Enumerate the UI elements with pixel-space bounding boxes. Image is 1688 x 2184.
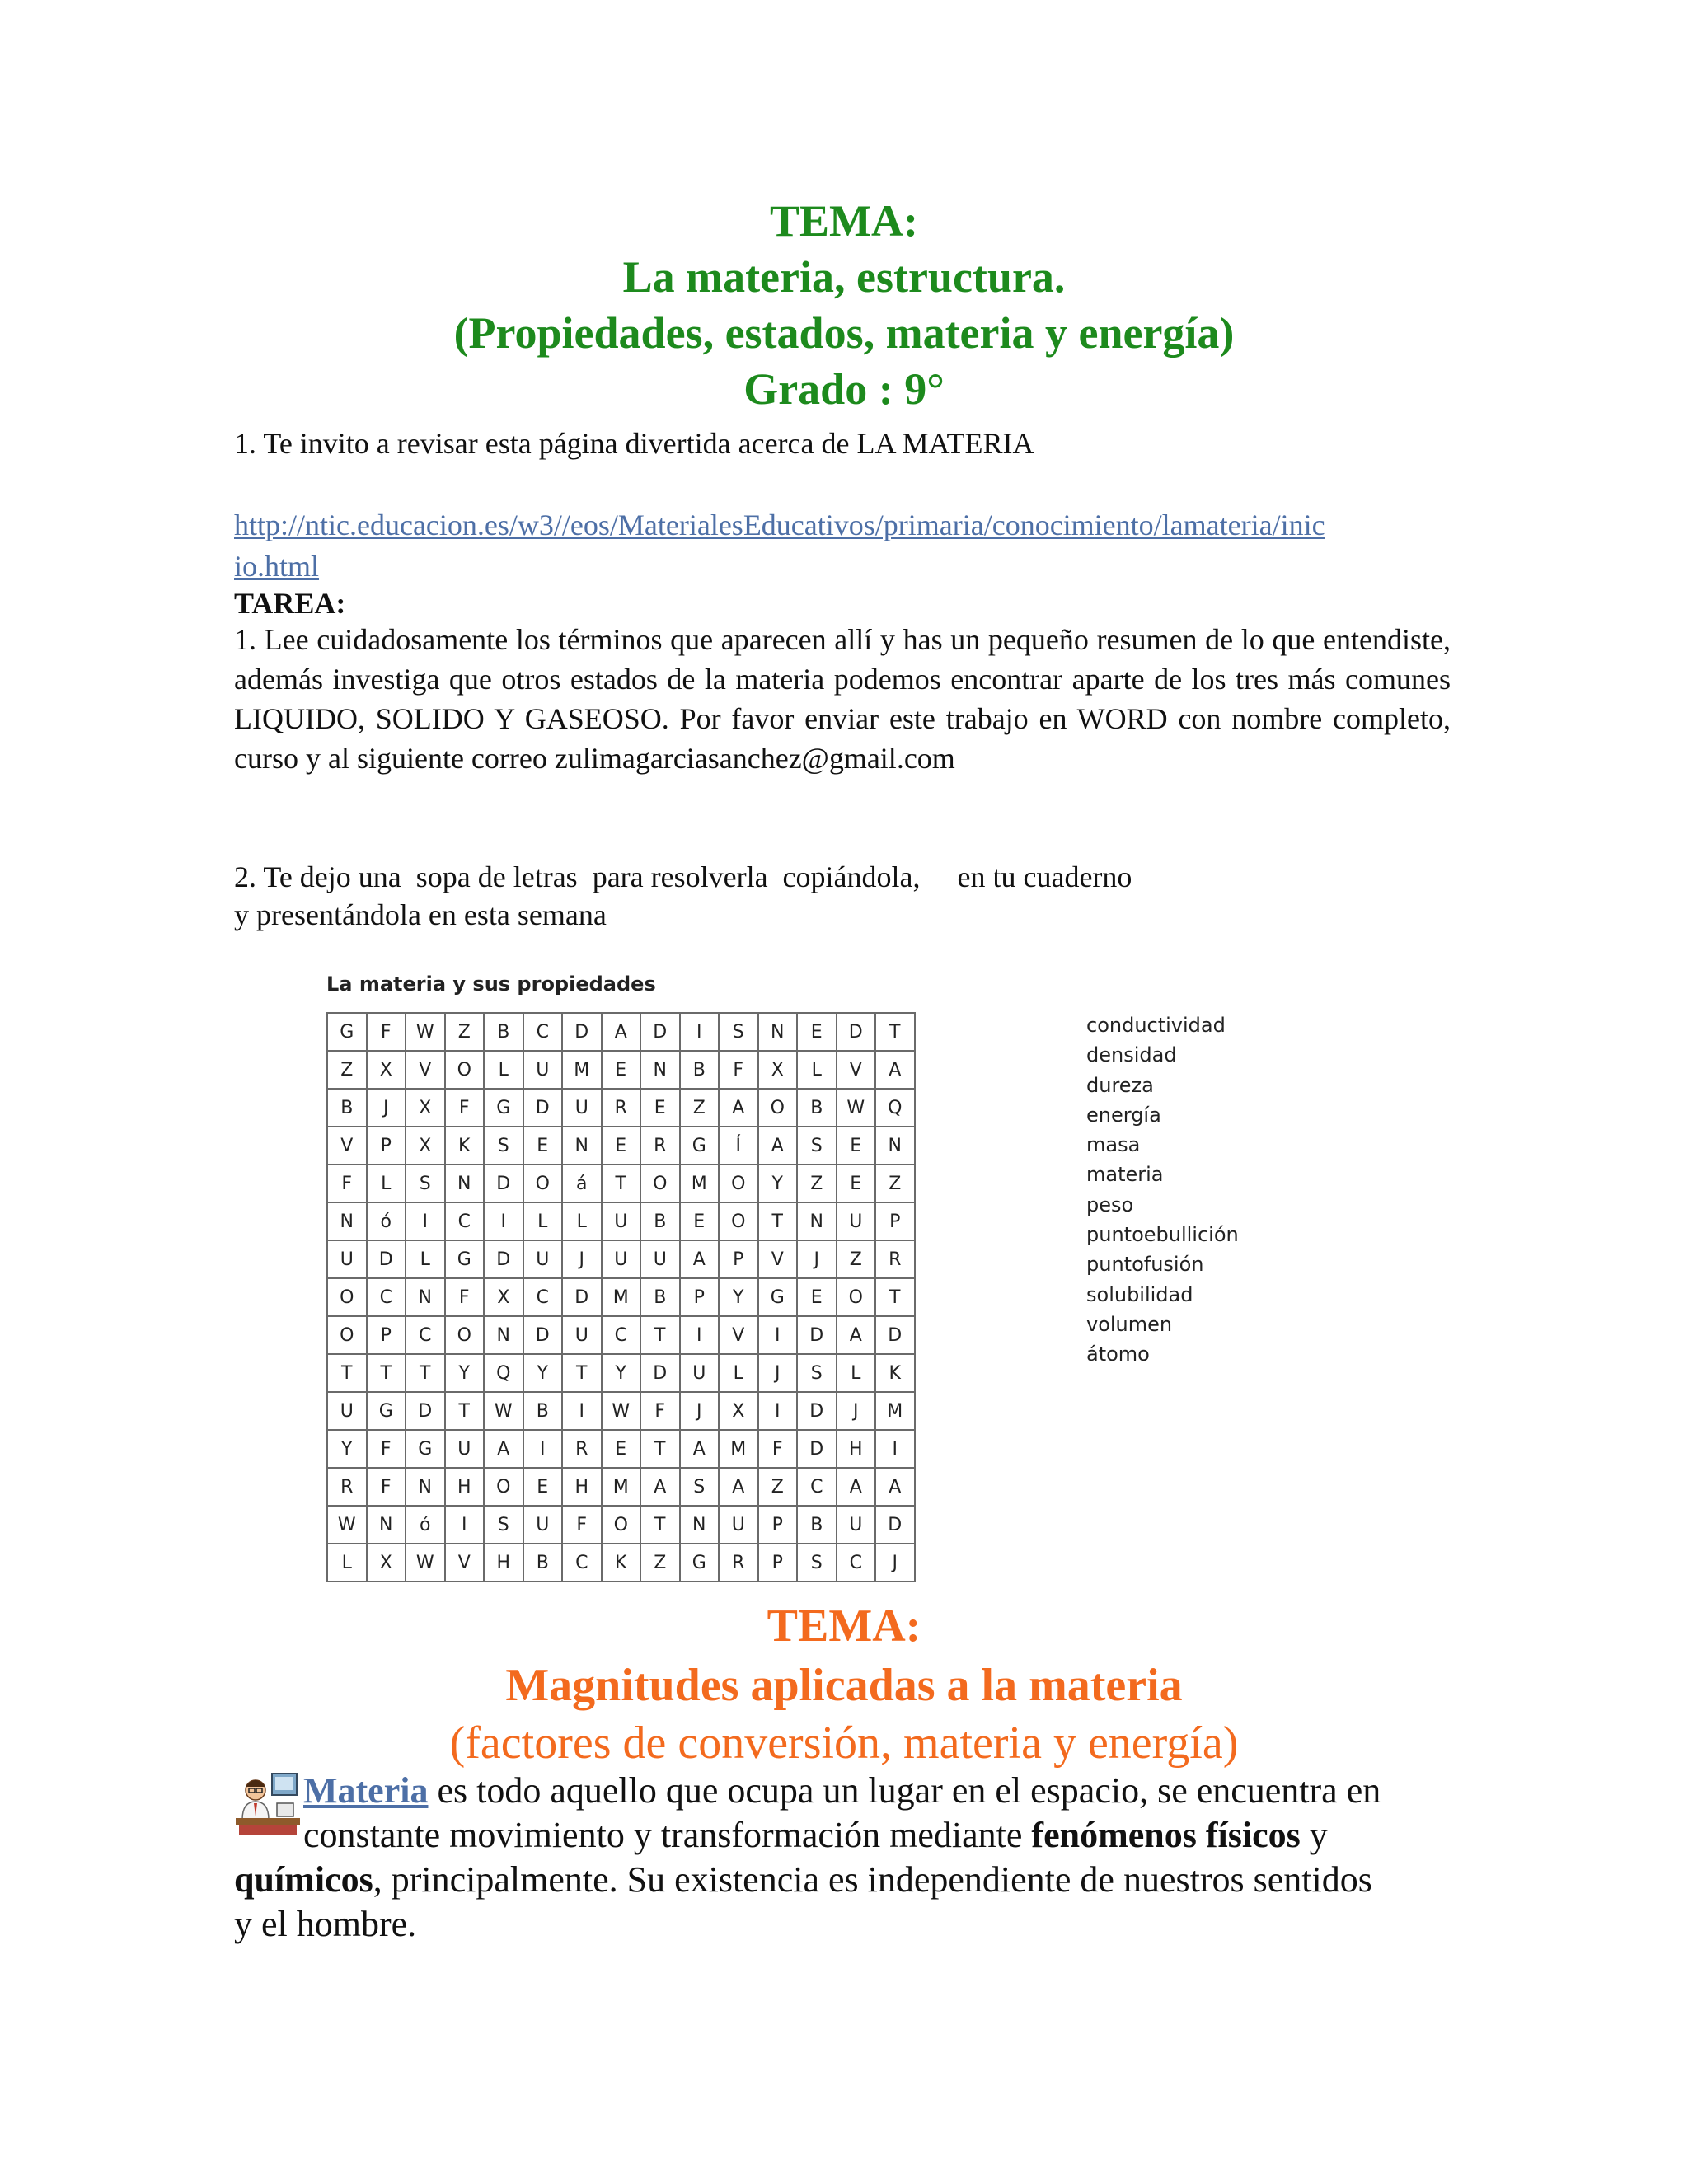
word-search-cell: L — [327, 1544, 367, 1582]
word-search-cell: Z — [758, 1468, 798, 1506]
word-search-cell: P — [367, 1127, 406, 1165]
word-search-cell: N — [327, 1202, 367, 1240]
word-search-cell: U — [523, 1506, 563, 1544]
word-search-cell: Z — [797, 1165, 837, 1202]
word-search-word-list — [1086, 1010, 1239, 1370]
word-search-cell: S — [719, 1013, 758, 1051]
word-search-cell: Í — [719, 1127, 758, 1165]
word-search-cell: I — [484, 1202, 523, 1240]
word-search-cell: U — [523, 1240, 563, 1278]
word-search-cell: J — [680, 1392, 720, 1430]
word-search-cell: I — [758, 1316, 798, 1354]
word-search-cell: F — [719, 1051, 758, 1089]
word-search-cell: T — [327, 1354, 367, 1392]
word-search-cell: E — [797, 1278, 837, 1316]
word-search-cell: C — [367, 1278, 406, 1316]
word-search-row — [327, 1354, 915, 1392]
word-search-cell: K — [602, 1544, 641, 1582]
word-search-word: peso — [1086, 1193, 1134, 1216]
word-search-cell: M — [602, 1278, 641, 1316]
word-search-row — [327, 1544, 915, 1582]
word-search-cell: M — [562, 1051, 602, 1089]
word-search-row — [327, 1051, 915, 1089]
word-search-cell: X — [719, 1392, 758, 1430]
word-search-cell: O — [445, 1051, 485, 1089]
word-search-cell: E — [680, 1202, 720, 1240]
word-search-cell: A — [875, 1468, 915, 1506]
word-search-cell: N — [445, 1165, 485, 1202]
word-search-cell: W — [837, 1089, 876, 1127]
word-search-cell: S — [797, 1127, 837, 1165]
word-search-cell: Y — [523, 1354, 563, 1392]
definition-bold-fisicos: fenómenos físicos — [1031, 1815, 1301, 1855]
word-search-grid — [326, 1012, 916, 1582]
word-search-cell: T — [640, 1316, 680, 1354]
word-search-cell: S — [680, 1468, 720, 1506]
word-search-cell: K — [445, 1127, 485, 1165]
word-search-cell: W — [602, 1392, 641, 1430]
word-search-cell: A — [758, 1127, 798, 1165]
word-search-cell: R — [875, 1240, 915, 1278]
word-search-cell: F — [758, 1430, 798, 1468]
word-search-cell: J — [758, 1354, 798, 1392]
word-search-cell: L — [484, 1051, 523, 1089]
word-search-cell: W — [484, 1392, 523, 1430]
word-search-cell: U — [602, 1240, 641, 1278]
word-search-cell: U — [602, 1202, 641, 1240]
word-search-cell: T — [640, 1506, 680, 1544]
word-search-cell: S — [797, 1354, 837, 1392]
word-search-cell: D — [797, 1430, 837, 1468]
word-search-cell: S — [406, 1165, 445, 1202]
word-search-cell: Y — [719, 1278, 758, 1316]
word-search-row — [327, 1430, 915, 1468]
word-search-cell: O — [758, 1089, 798, 1127]
word-search-cell: S — [484, 1506, 523, 1544]
word-search-cell: E — [602, 1127, 641, 1165]
word-search-cell: B — [523, 1392, 563, 1430]
word-search-cell: A — [640, 1468, 680, 1506]
word-search-cell: ó — [367, 1202, 406, 1240]
word-search-cell: R — [562, 1430, 602, 1468]
word-search-cell: P — [719, 1240, 758, 1278]
word-search-cell: R — [327, 1468, 367, 1506]
word-search-cell: P — [680, 1278, 720, 1316]
word-search-cell: H — [562, 1468, 602, 1506]
resource-link-line-2[interactable]: io.html — [234, 550, 320, 583]
word-search-cell: Q — [484, 1354, 523, 1392]
word-search-cell: I — [406, 1202, 445, 1240]
word-search-cell: O — [837, 1278, 876, 1316]
word-search-word: puntoebullición — [1086, 1223, 1239, 1247]
word-search-cell: U — [327, 1392, 367, 1430]
heading-title-1: La materia, estructura. — [622, 252, 1066, 302]
word-search-cell: M — [719, 1430, 758, 1468]
word-search-row — [327, 1202, 915, 1240]
word-search-cell: Z — [875, 1165, 915, 1202]
word-search-cell: O — [719, 1165, 758, 1202]
tarea-label: TAREA: — [234, 587, 346, 620]
definition-part-1: es todo aquello que ocupa un lugar en el espacio, se encuentra en — [428, 1770, 1381, 1811]
word-search-cell: B — [680, 1051, 720, 1089]
word-search-cell: L — [523, 1202, 563, 1240]
word-search-cell: Z — [445, 1013, 485, 1051]
word-search-cell: D — [875, 1316, 915, 1354]
word-search-cell: Y — [327, 1430, 367, 1468]
word-search-cell: M — [875, 1392, 915, 1430]
word-search-cell: D — [367, 1240, 406, 1278]
definition-bold-quimicos: químicos — [234, 1859, 373, 1900]
word-search-cell: G — [327, 1013, 367, 1051]
word-search-cell: A — [719, 1089, 758, 1127]
word-search-word: puntofusión — [1086, 1253, 1204, 1277]
heading-grado: Grado : 9° — [743, 364, 945, 414]
word-search-cell: Q — [875, 1089, 915, 1127]
word-search-cell: X — [758, 1051, 798, 1089]
item-2-line-1: 2. Te dejo una sopa de letras para resolverla copiándola, en tu cuaderno — [234, 860, 1132, 893]
word-search-cell: D — [837, 1013, 876, 1051]
word-search-cell: T — [602, 1165, 641, 1202]
word-search-cell: R — [719, 1544, 758, 1582]
word-search-cell: L — [367, 1165, 406, 1202]
word-search-word: masa — [1086, 1133, 1141, 1157]
word-search-row — [327, 1316, 915, 1354]
word-search-cell: U — [837, 1506, 876, 1544]
word-search-cell: D — [406, 1392, 445, 1430]
word-search-cell: á — [562, 1165, 602, 1202]
word-search-cell: O — [484, 1468, 523, 1506]
word-search-cell: C — [602, 1316, 641, 1354]
word-search-cell: W — [406, 1013, 445, 1051]
word-search-word: átomo — [1086, 1343, 1150, 1366]
word-search-cell: L — [406, 1240, 445, 1278]
word-search-cell: B — [797, 1506, 837, 1544]
word-search-cell: Z — [327, 1051, 367, 1089]
word-search-cell: U — [562, 1316, 602, 1354]
word-search-cell: W — [406, 1544, 445, 1582]
word-search-cell: D — [875, 1506, 915, 1544]
materia-link[interactable]: Materia — [303, 1770, 429, 1811]
word-search-row — [327, 1127, 915, 1165]
word-search-cell: ó — [406, 1506, 445, 1544]
word-search-cell: N — [875, 1127, 915, 1165]
word-search-cell: L — [562, 1202, 602, 1240]
word-search-cell: C — [523, 1278, 563, 1316]
word-search-cell: F — [562, 1506, 602, 1544]
word-search-cell: B — [640, 1278, 680, 1316]
word-search-cell: D — [523, 1089, 563, 1127]
word-search-cell: T — [758, 1202, 798, 1240]
word-search-cell: X — [484, 1278, 523, 1316]
word-search-cell: B — [484, 1013, 523, 1051]
word-search-cell: Y — [602, 1354, 641, 1392]
word-search-cell: C — [406, 1316, 445, 1354]
word-search-cell: D — [523, 1316, 563, 1354]
word-search-cell: T — [445, 1392, 485, 1430]
word-search-cell: N — [484, 1316, 523, 1354]
word-search-cell: T — [875, 1013, 915, 1051]
word-search-cell: E — [602, 1430, 641, 1468]
word-search-cell: O — [719, 1202, 758, 1240]
word-search-cell: N — [758, 1013, 798, 1051]
definition-part-5: y el hombre. — [234, 1904, 417, 1944]
word-search-cell: F — [445, 1089, 485, 1127]
word-search-cell: V — [719, 1316, 758, 1354]
resource-link[interactable] — [234, 504, 1451, 587]
word-search-cell: D — [640, 1013, 680, 1051]
heading-tema-2: TEMA: — [767, 1601, 921, 1652]
word-search-cell: T — [562, 1354, 602, 1392]
word-search-cell: V — [327, 1127, 367, 1165]
word-search-cell: F — [367, 1013, 406, 1051]
word-search-cell: T — [406, 1354, 445, 1392]
materia-definition — [234, 1769, 1451, 1947]
word-search-cell: M — [602, 1468, 641, 1506]
word-search-row — [327, 1089, 915, 1127]
word-search-cell: N — [562, 1127, 602, 1165]
word-search-word: densidad — [1086, 1043, 1177, 1067]
word-search-cell: A — [680, 1240, 720, 1278]
word-search-cell: J — [367, 1089, 406, 1127]
word-search-cell: K — [875, 1354, 915, 1392]
word-search-cell: D — [640, 1354, 680, 1392]
item-2-line-2: y presentándola en esta semana — [234, 898, 607, 931]
word-search-row — [327, 1392, 915, 1430]
word-search-cell: I — [680, 1316, 720, 1354]
word-search-row — [327, 1506, 915, 1544]
word-search-cell: P — [758, 1544, 798, 1582]
heading-title-2: Magnitudes aplicadas a la materia — [505, 1660, 1183, 1711]
word-search-cell: J — [837, 1392, 876, 1430]
word-search-cell: D — [797, 1316, 837, 1354]
word-search-cell: R — [602, 1089, 641, 1127]
word-search-cell: B — [797, 1089, 837, 1127]
word-search-cell: T — [640, 1430, 680, 1468]
word-search-cell: F — [367, 1468, 406, 1506]
word-search-word: conductividad — [1086, 1014, 1226, 1037]
word-search-cell: U — [445, 1430, 485, 1468]
word-search-cell: E — [640, 1089, 680, 1127]
word-search-cell: I — [445, 1506, 485, 1544]
word-search-cell: F — [327, 1165, 367, 1202]
word-search-cell: O — [327, 1278, 367, 1316]
word-search-cell: U — [562, 1089, 602, 1127]
word-search-word: energía — [1086, 1103, 1161, 1127]
word-search-cell: J — [562, 1240, 602, 1278]
word-search-cell: G — [680, 1544, 720, 1582]
word-search-cell: H — [484, 1544, 523, 1582]
word-search-row — [327, 1013, 915, 1051]
word-search-cell: E — [837, 1127, 876, 1165]
word-search-cell: C — [445, 1202, 485, 1240]
word-search-cell: A — [875, 1051, 915, 1089]
word-search-cell: D — [797, 1392, 837, 1430]
word-search-cell: E — [523, 1468, 563, 1506]
word-search-title: La materia y sus propiedades — [326, 972, 656, 996]
word-search-cell: X — [367, 1544, 406, 1582]
word-search-cell: D — [484, 1165, 523, 1202]
tarea-paragraph: 1. Lee cuidadosamente los términos que aparecen allí y has un pequeño resumen de lo que entendiste, además investiga que otros estados de la materia podemos encontrar aparte de los tres más comunes LIQUIDO, SOLIDO Y GASEOSO. Por favor enviar este trabajo en WORD con nombre completo, curso y al siguiente correo zulimagarciasanchez@gmail.com — [234, 623, 1451, 775]
word-search-cell: Y — [445, 1354, 485, 1392]
word-search-cell: O — [327, 1316, 367, 1354]
word-search-cell: S — [484, 1127, 523, 1165]
word-search-cell: C — [797, 1468, 837, 1506]
word-search-cell: R — [640, 1127, 680, 1165]
word-search-cell: A — [837, 1316, 876, 1354]
word-search-cell: P — [875, 1202, 915, 1240]
word-search-cell: U — [523, 1051, 563, 1089]
word-search-cell: I — [680, 1013, 720, 1051]
word-search-cell: A — [484, 1430, 523, 1468]
word-search-cell: H — [837, 1430, 876, 1468]
word-search-cell: J — [875, 1544, 915, 1582]
word-search-cell: T — [875, 1278, 915, 1316]
word-search-cell: V — [406, 1051, 445, 1089]
word-search-cell: U — [680, 1354, 720, 1392]
definition-part-2: constante movimiento y transformación mediante — [303, 1815, 1032, 1855]
word-search-cell: A — [680, 1430, 720, 1468]
word-search-cell: U — [719, 1506, 758, 1544]
word-search-cell: N — [367, 1506, 406, 1544]
word-search-cell: C — [837, 1544, 876, 1582]
word-search-cell: U — [327, 1240, 367, 1278]
word-search-cell: A — [602, 1013, 641, 1051]
word-search-cell: Z — [640, 1544, 680, 1582]
word-search-cell: J — [797, 1240, 837, 1278]
word-search-cell: G — [445, 1240, 485, 1278]
word-search-row — [327, 1165, 915, 1202]
word-search-cell: S — [797, 1544, 837, 1582]
word-search-cell: O — [523, 1165, 563, 1202]
word-search-cell: F — [445, 1278, 485, 1316]
word-search-cell: V — [758, 1240, 798, 1278]
word-search-cell: I — [523, 1430, 563, 1468]
word-search-cell: D — [562, 1278, 602, 1316]
word-search-row — [327, 1278, 915, 1316]
word-search-cell: X — [406, 1089, 445, 1127]
word-search-cell: B — [523, 1544, 563, 1582]
word-search-word: solubilidad — [1086, 1282, 1193, 1306]
word-search-word: dureza — [1086, 1073, 1154, 1097]
word-search-cell: I — [562, 1392, 602, 1430]
word-search-cell: F — [367, 1430, 406, 1468]
word-search-row — [327, 1240, 915, 1278]
word-search-cell: E — [797, 1013, 837, 1051]
word-search-cell: X — [406, 1127, 445, 1165]
resource-link-line-1[interactable]: http://ntic.educacion.es/w3//eos/MaterialesEducativos/primaria/conocimiento/lamateria/inic — [234, 509, 1325, 541]
word-search-cell: N — [406, 1278, 445, 1316]
heading-subtitle-1: (Propiedades, estados, materia y energía) — [453, 308, 1235, 358]
definition-part-3: y — [1300, 1815, 1328, 1855]
word-search-cell: P — [758, 1506, 798, 1544]
word-search-cell: L — [837, 1354, 876, 1392]
word-search-cell: G — [484, 1089, 523, 1127]
word-search-cell: E — [837, 1165, 876, 1202]
word-search-cell: N — [797, 1202, 837, 1240]
word-search-cell: F — [640, 1392, 680, 1430]
word-search-cell: W — [327, 1506, 367, 1544]
word-search-word: volumen — [1086, 1312, 1173, 1336]
word-search-row — [327, 1468, 915, 1506]
word-search-cell: G — [680, 1127, 720, 1165]
word-search-cell: N — [640, 1051, 680, 1089]
word-search-cell: N — [406, 1468, 445, 1506]
word-search-cell: L — [719, 1354, 758, 1392]
word-search-cell: P — [367, 1316, 406, 1354]
definition-part-4: , principalmente. Su existencia es independiente de nuestros sentidos — [373, 1859, 1372, 1900]
word-search-cell: N — [680, 1506, 720, 1544]
word-search-cell: O — [445, 1316, 485, 1354]
word-search-cell: C — [562, 1544, 602, 1582]
word-search-cell: H — [445, 1468, 485, 1506]
word-search-word: materia — [1086, 1163, 1164, 1187]
word-search-cell: Y — [758, 1165, 798, 1202]
word-search-cell: O — [602, 1506, 641, 1544]
word-search-cell: V — [445, 1544, 485, 1582]
word-search-cell: T — [367, 1354, 406, 1392]
word-search-cell: L — [797, 1051, 837, 1089]
word-search-cell: O — [640, 1165, 680, 1202]
heading-subtitle-2: (factores de conversión, materia y energía) — [449, 1718, 1239, 1769]
word-search-cell: M — [680, 1165, 720, 1202]
word-search-cell: I — [758, 1392, 798, 1430]
word-search-cell: D — [484, 1240, 523, 1278]
word-search-cell: U — [640, 1240, 680, 1278]
word-search-cell: A — [837, 1468, 876, 1506]
word-search-cell: Z — [680, 1089, 720, 1127]
word-search-cell: E — [523, 1127, 563, 1165]
word-search-cell: G — [758, 1278, 798, 1316]
intro-item-1: 1. Te invito a revisar esta página divertida acerca de LA MATERIA — [234, 427, 1034, 460]
word-search-cell: A — [719, 1468, 758, 1506]
word-search-cell: Z — [837, 1240, 876, 1278]
word-search-cell: E — [602, 1051, 641, 1089]
word-search-cell: B — [640, 1202, 680, 1240]
word-search-cell: D — [562, 1013, 602, 1051]
word-search-cell: X — [367, 1051, 406, 1089]
word-search-cell: G — [406, 1430, 445, 1468]
heading-tema-1: TEMA: — [770, 196, 918, 246]
word-search-cell: B — [327, 1089, 367, 1127]
word-search-cell: C — [523, 1013, 563, 1051]
word-search-cell: I — [875, 1430, 915, 1468]
word-search-cell: G — [367, 1392, 406, 1430]
word-search-cell: U — [837, 1202, 876, 1240]
word-search-cell: V — [837, 1051, 876, 1089]
